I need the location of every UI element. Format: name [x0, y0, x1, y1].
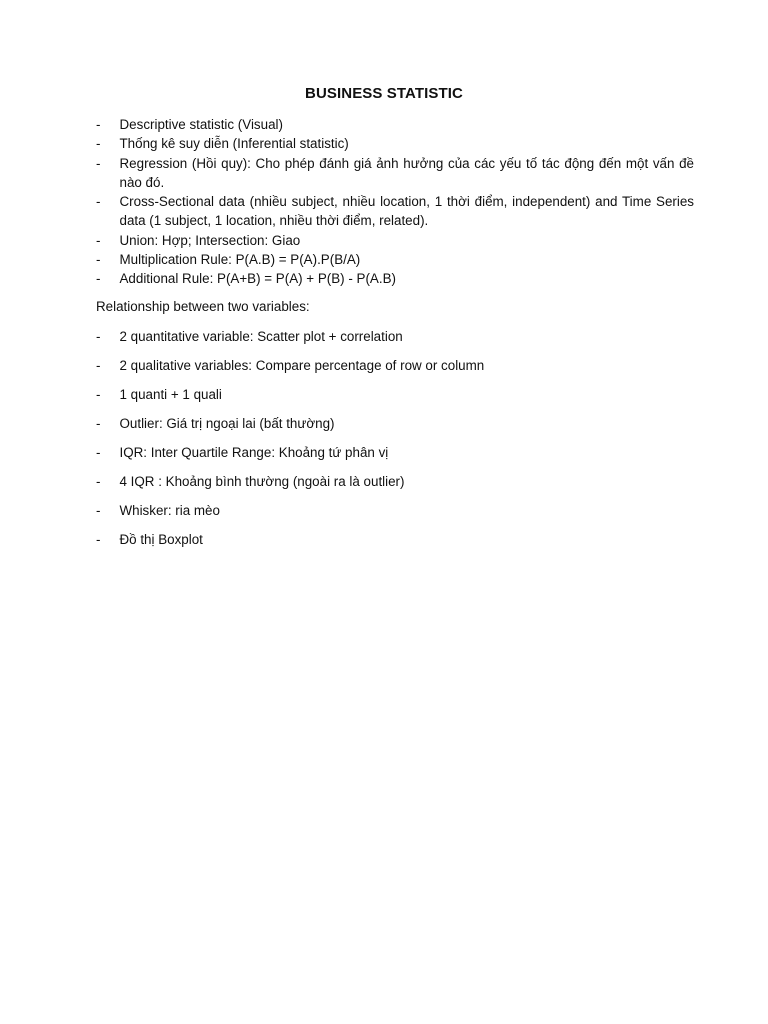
list-item	[96, 327, 694, 346]
list-item-text: 2 quantitative variable: Scatter plot + correlation	[119, 329, 403, 344]
list-item-text: 4 IQR : Khoảng bình thường (ngoài ra là outlier)	[119, 473, 405, 489]
list-item-text: Union: Hợp; Intersection: Giao	[119, 232, 301, 248]
list-item	[96, 443, 694, 462]
list-dash: -	[96, 531, 101, 547]
list-item-text: IQR: Inter Quartile Range: Khoảng tứ phân vị	[119, 444, 389, 460]
list-item-text: Multiplication Rule: P(A.B) = P(A).P(B/A)	[119, 252, 361, 268]
list-dash: -	[96, 473, 101, 489]
bullet-list-overview	[96, 115, 694, 289]
list-dash: -	[96, 329, 101, 344]
list-dash: -	[96, 357, 101, 373]
list-item-text: 1 quanti + 1 quali	[119, 386, 222, 402]
list-item-text: Outlier: Giá trị ngoại lai (bất thường)	[119, 415, 335, 431]
list-dash: -	[96, 155, 101, 171]
list-item	[96, 134, 694, 153]
list-item-text: Cross-Sectional data (nhiều subject, nhiều location, 1 thời điểm, independent) and Time Series data (1 subject, 1 location, nhiều thời điểm, related).	[119, 194, 694, 229]
list-item-text: 2 qualitative variables: Compare percentage of row or column	[119, 357, 485, 373]
list-item	[96, 356, 694, 375]
document-title: BUSINESS STATISTIC	[305, 85, 463, 102]
list-item	[96, 250, 694, 269]
bullet-list-relationships	[96, 327, 694, 559]
list-item-text: Thống kê suy diễn (Inferential statistic)	[119, 136, 349, 152]
list-dash: -	[96, 232, 101, 248]
list-dash: -	[96, 136, 101, 152]
list-dash: -	[96, 194, 101, 210]
list-dash: -	[96, 502, 101, 518]
list-dash: -	[96, 117, 101, 132]
list-item-text: Đồ thị Boxplot	[119, 531, 203, 547]
list-item	[96, 472, 694, 491]
list-item	[96, 414, 694, 433]
list-item	[96, 385, 694, 404]
list-item	[96, 154, 694, 193]
relationship-heading: Relationship between two variables:	[96, 299, 310, 314]
list-item	[96, 269, 694, 288]
list-item-text: Additional Rule: P(A+B) = P(A) + P(B) - P(A.B)	[119, 271, 396, 287]
list-dash: -	[96, 386, 101, 402]
list-item-text: Descriptive statistic (Visual)	[119, 117, 283, 132]
list-dash: -	[96, 444, 101, 460]
list-item	[96, 530, 694, 549]
list-item	[96, 231, 694, 250]
list-item-text: Regression (Hồi quy): Cho phép đánh giá ảnh hưởng của các yếu tố tác động đến một vấn đề nào đó.	[119, 155, 694, 190]
list-item	[96, 501, 694, 520]
list-dash: -	[96, 415, 101, 431]
list-item	[96, 192, 694, 231]
list-item	[96, 115, 694, 134]
list-dash: -	[96, 252, 101, 268]
list-item-text: Whisker: ria mèo	[119, 502, 220, 518]
list-dash: -	[96, 271, 101, 287]
